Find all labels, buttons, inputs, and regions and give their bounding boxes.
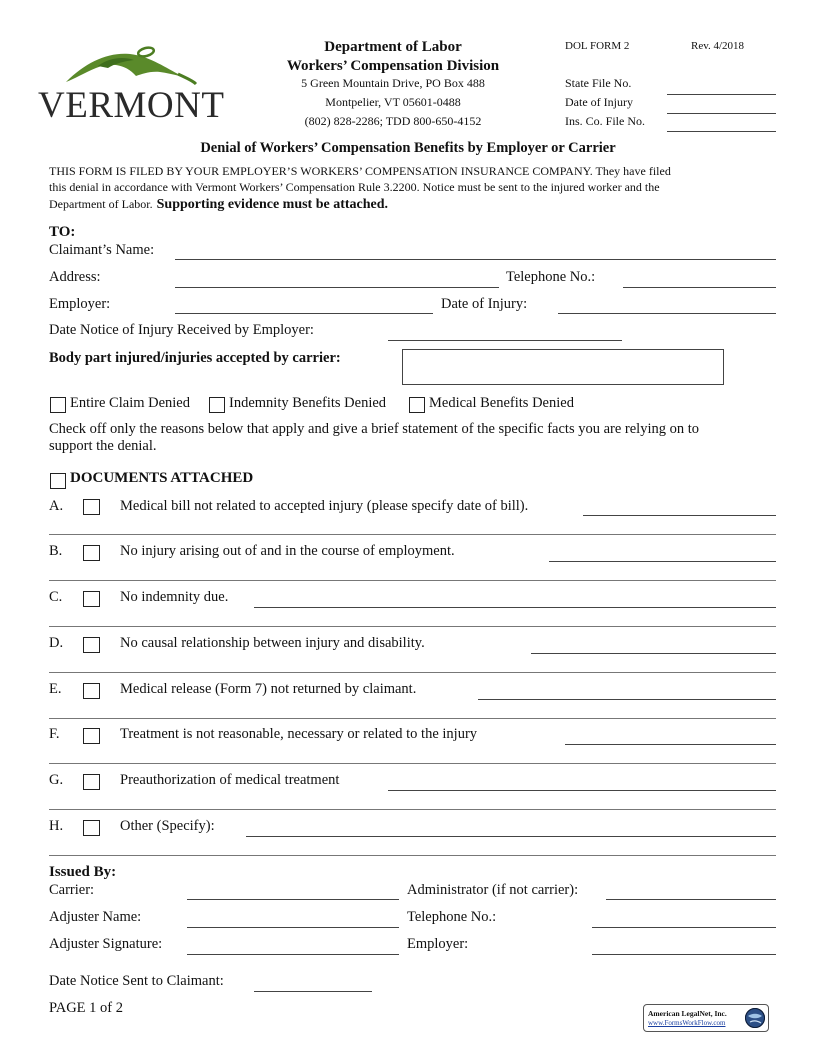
date-notice-sent-label: Date Notice Sent to Claimant: [49,973,224,989]
address-line-1: 5 Green Mountain Drive, PO Box 488 [301,76,485,90]
documents-attached-label: DOCUMENTS ATTACHED [70,470,254,486]
reason-e-checkbox[interactable] [83,683,100,699]
entire-claim-label: Entire Claim Denied [70,395,190,411]
body-part-field[interactable] [402,349,724,385]
vermont-logo [38,44,223,126]
reason-a-checkbox[interactable] [83,499,100,515]
phone-line: (802) 828-2286; TDD 800-650-4152 [304,114,482,128]
employer-field[interactable] [175,313,433,314]
state-file-label: State File No. [565,76,632,90]
reason-letter: F. [49,726,60,742]
form-number: DOL FORM 2 [565,40,630,52]
reason-letter: H. [49,818,64,834]
issuer-employer-label: Employer: [407,936,469,952]
logo-text: VERMONT [38,85,225,126]
address-field[interactable] [175,287,499,288]
reason-text: No injury arising out of and in the course of employment. [120,543,455,559]
entire-claim-checkbox[interactable] [50,397,66,413]
issuer-employer-field[interactable] [592,954,776,955]
reason-text: No causal relationship between injury and disability. [120,635,425,651]
globe-icon [744,1007,766,1029]
legalnet-url: www.FormsWorkFlow.com [648,1019,726,1027]
reason-letter: A. [49,498,64,514]
issuer-telephone-label: Telephone No.: [407,909,497,925]
carrier-label: Carrier: [49,882,95,898]
medical-checkbox[interactable] [409,397,425,413]
reason-letter: G. [49,772,64,788]
reason-a-field[interactable] [583,515,776,516]
reason-h-checkbox[interactable] [83,820,100,836]
legalnet-badge[interactable] [643,1004,769,1032]
reason-letter: B. [49,543,63,559]
adjuster-name-label: Adjuster Name: [49,909,142,925]
indemnity-label: Indemnity Benefits Denied [229,395,387,411]
issued-heading: Issued By: [49,864,117,880]
reason-b-checkbox[interactable] [83,545,100,561]
medical-label: Medical Benefits Denied [429,395,574,411]
address-line-2: Montpelier, VT 05601-0488 [325,95,461,109]
date-notice-sent-field[interactable] [254,991,372,992]
revision: Rev. 4/2018 [691,40,745,52]
division-title: Workers’ Compensation Division [286,58,500,74]
claimant-name-field[interactable] [175,259,776,260]
adjuster-signature-label: Adjuster Signature: [49,936,163,952]
reason-text: Other (Specify): [120,818,215,834]
intro-line-1: THIS FORM IS FILED BY YOUR EMPLOYER’S WORKERS’ COMPENSATION INSURANCE COMPANY. They have filed [49,164,671,178]
reason-c-line-2[interactable] [49,626,776,627]
telephone-field[interactable] [623,287,776,288]
reason-text: Treatment is not reasonable, necessary or related to the injury [120,726,478,742]
reason-b-field[interactable] [549,561,776,562]
ins-file-label: Ins. Co. File No. [565,114,646,128]
reason-f-checkbox[interactable] [83,728,100,744]
supporting-evidence-note: Supporting evidence must be attached. [156,197,389,212]
reason-text: Preauthorization of medical treatment [120,772,340,788]
body-part-label: Body part injured/injuries accepted by carrier: [49,350,341,366]
reason-letter: E. [49,681,62,697]
ins-file-field[interactable] [667,131,776,132]
reason-d-field[interactable] [531,653,776,654]
employer-label: Employer: [49,296,111,312]
instructions-line-2: support the denial. [49,438,157,454]
reason-text: No indemnity due. [120,589,229,605]
date-of-injury-field[interactable] [558,313,776,314]
reason-c-field[interactable] [254,607,776,608]
administrator-field[interactable] [606,899,776,900]
reason-e-line-2[interactable] [49,718,776,719]
legalnet-name: American LegalNet, Inc. [648,1009,727,1018]
reason-text: Medical bill not related to accepted injury (please specify date of bill). [120,498,529,514]
date-of-injury-label: Date of Injury [565,95,633,109]
notice-received-field[interactable] [388,340,622,341]
telephone-label: Telephone No.: [506,269,596,285]
claimant-label: Claimant’s Name: [49,242,155,258]
page-number: PAGE 1 of 2 [49,1000,123,1016]
reason-text: Medical release (Form 7) not returned by claimant. [120,681,417,697]
reason-f-field[interactable] [565,744,776,745]
instructions-line-1: Check off only the reasons below that apply and give a brief statement of the specific facts you are relying on to [49,421,700,437]
adjuster-signature-field[interactable] [187,954,399,955]
issuer-telephone-field[interactable] [592,927,776,928]
reason-g-field[interactable] [388,790,776,791]
state-file-field[interactable] [667,94,776,95]
reason-h-line-2[interactable] [49,855,776,856]
reason-c-checkbox[interactable] [83,591,100,607]
date-of-injury-label-2: Date of Injury: [441,296,528,312]
form-title: Denial of Workers’ Compensation Benefits by Employer or Carrier [200,140,616,156]
reason-g-line-2[interactable] [49,809,776,810]
administrator-label: Administrator (if not carrier): [407,882,579,898]
reason-a-line-2[interactable] [49,534,776,535]
reason-f-line-2[interactable] [49,763,776,764]
reason-h-field[interactable] [246,836,776,837]
intro-line-3 [49,195,388,213]
intro-text: Department of Labor. [49,197,153,211]
reason-e-field[interactable] [478,699,776,700]
notice-received-label: Date Notice of Injury Received by Employer: [49,322,314,338]
reason-g-checkbox[interactable] [83,774,100,790]
reason-letter: D. [49,635,64,651]
header-date-of-injury-field[interactable] [667,113,776,114]
address-label: Address: [49,269,101,285]
to-heading: TO: [49,224,76,240]
adjuster-name-field[interactable] [187,927,399,928]
reason-d-line-2[interactable] [49,672,776,673]
dept-title: Department of Labor [324,39,462,55]
documents-attached-checkbox[interactable] [50,473,66,489]
indemnity-checkbox[interactable] [209,397,225,413]
reason-d-checkbox[interactable] [83,637,100,653]
reason-b-line-2[interactable] [49,580,776,581]
reason-letter: C. [49,589,63,605]
carrier-field[interactable] [187,899,399,900]
intro-line-2: this denial in accordance with Vermont Workers’ Compensation Rule 3.2200. Notice must be sent to the injured worker and the [49,180,660,194]
